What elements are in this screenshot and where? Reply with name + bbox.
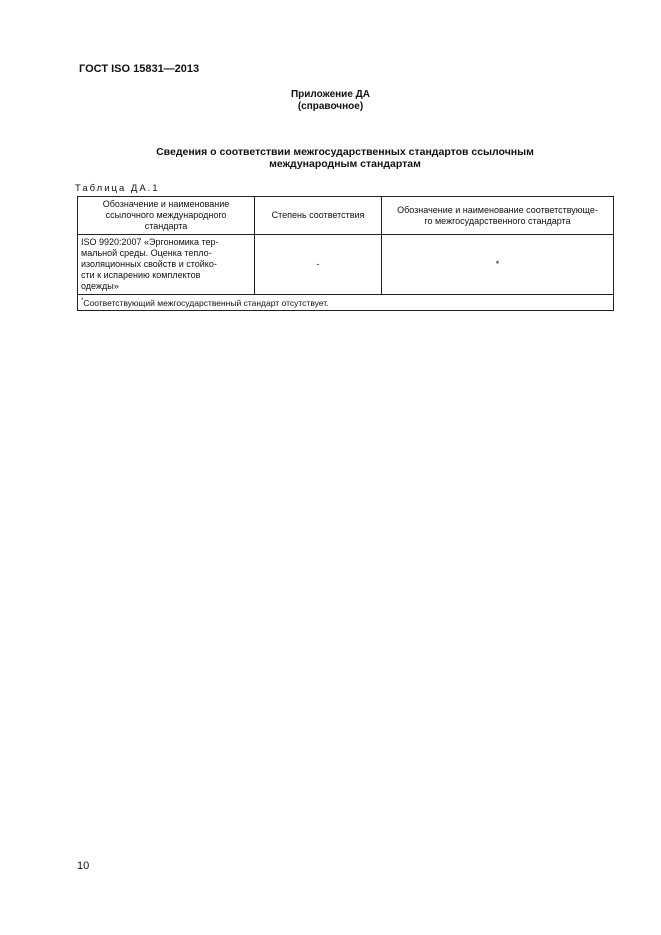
cell-line-4: сти к испарению комплектов [81, 270, 201, 280]
section-heading [100, 146, 590, 170]
header-international-standard [78, 197, 255, 235]
annex-title-block [0, 89, 661, 113]
annex-title: Приложение ДА [290, 89, 371, 100]
header-interstate-standard [382, 197, 614, 235]
cell-international-standard [78, 235, 255, 295]
cell-line-1: ISO 9920:2007 «Эргономика тер- [81, 237, 219, 247]
table-caption: Таблица ДА.1 [75, 183, 160, 194]
header-col1-line-3: стандарта [144, 221, 188, 231]
cell-line-3: изоляционных свойств и стойко- [81, 259, 217, 269]
header-col1-line-1: Обозначение и наименование [102, 199, 230, 209]
correspondence-table [77, 196, 614, 311]
footnote-text: Соответствующий межгосударственный стандарт отсутствует. [83, 297, 329, 308]
document-code: ГОСТ ISO 15831—2013 [79, 63, 200, 75]
cell-degree-of-correspondence: - [255, 235, 382, 295]
table-note-row [78, 295, 614, 311]
table-header-row [78, 197, 614, 235]
section-heading-line-2: международным стандартам [269, 158, 421, 170]
page-number: 10 [77, 860, 90, 872]
header-col3-line-1: Обозначение и наименование соответствующе- [397, 204, 598, 215]
cell-interstate-standard: * [382, 235, 614, 295]
cell-line-5: одежды» [81, 281, 119, 291]
cell-line-2: мальной среды. Оценка тепло- [81, 248, 212, 258]
header-degree-of-correspondence: Степень соответствия [255, 197, 382, 235]
table-row [78, 235, 614, 295]
footnote-mark: * [81, 298, 84, 304]
section-heading-line-1: Сведения о соответствии межгосударственных стандартов ссылочным [156, 146, 534, 158]
header-col1-line-2: ссылочного международного [105, 210, 227, 220]
annex-subtitle: (справочное) [297, 101, 364, 112]
table-footnote [78, 295, 614, 311]
header-col3-line-2: го межгосударственного стандарта [424, 215, 571, 226]
